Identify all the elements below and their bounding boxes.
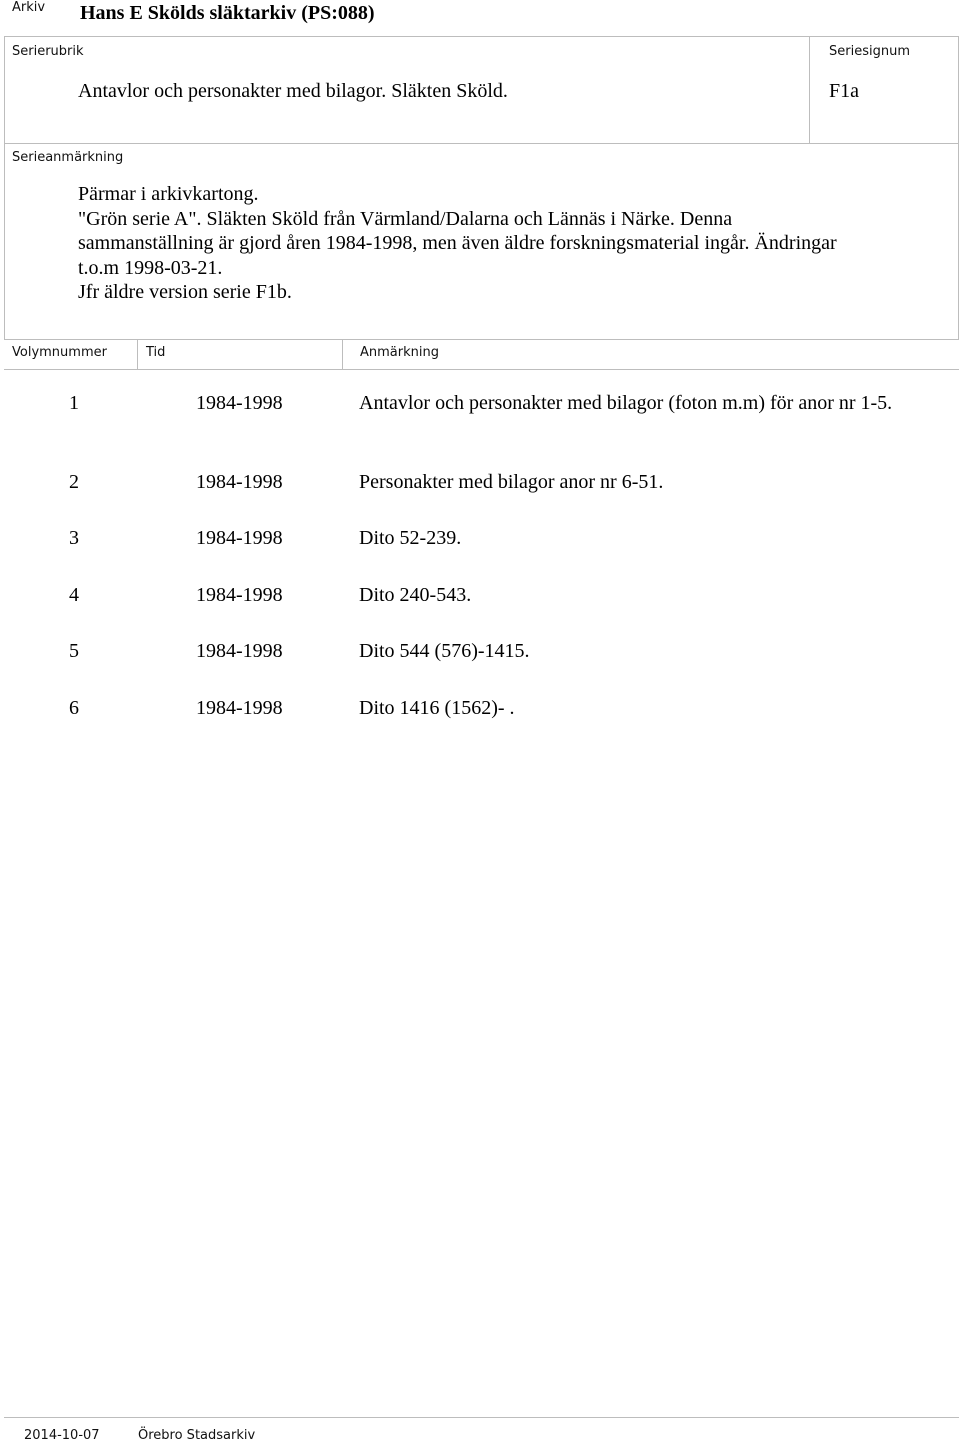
volume-period: 1984-1998 [196,584,283,606]
volume-period: 1984-1998 [196,527,283,549]
footer-organization: Örebro Stadsarkiv [138,1428,256,1443]
volume-number: 1 [69,392,79,414]
volume-note: Dito 52-239. [359,527,462,549]
archive-title: Hans E Skölds släktarkiv (PS:088) [80,2,375,24]
column-divider [342,340,343,370]
volume-period: 1984-1998 [196,640,283,662]
column-divider [137,340,138,370]
volume-note: Dito 240-543. [359,584,472,606]
volume-note: Dito 1416 (1562)- . [359,697,515,719]
volume-note: Antavlor och personakter med bilagor (foton m.m) för anor nr 1-5. [359,392,893,414]
seriesignum-label: Seriesignum [829,44,910,59]
serierubrik-label: Serierubrik [12,44,84,59]
column-header-tid: Tid [146,345,166,360]
column-header-volymnummer: Volymnummer [12,345,107,360]
volume-number: 6 [69,697,79,719]
footer-date: 2014-10-07 [24,1428,100,1443]
volume-number: 5 [69,640,79,662]
column-header-anmarkning: Anmärkning [360,345,439,360]
volume-period: 1984-1998 [196,471,283,493]
volume-number: 4 [69,584,79,606]
volume-note: Dito 544 (576)-1415. [359,640,530,662]
serieanmarkning-line: "Grön serie A". Släkten Sköld från Värmland/Dalarna och Lännäs i Närke. Denna [78,207,733,230]
serierubrik-value: Antavlor och personakter med bilagor. Släkten Sköld. [78,80,508,102]
serieanmarkning-line: Jfr äldre version serie F1b. [78,281,292,304]
serieanmarkning-text [78,182,948,305]
serieanmarkning-line: sammanställning är gjord åren 1984-1998, men även äldre forskningsmaterial ingår. Ändringar [78,232,837,255]
seriesignum-value: F1a [829,80,859,102]
volume-note: Personakter med bilagor anor nr 6-51. [359,471,664,493]
volume-number: 3 [69,527,79,549]
serieanmarkning-label: Serieanmärkning [12,150,124,165]
footer-divider [4,1417,959,1418]
volume-period: 1984-1998 [196,697,283,719]
volume-period: 1984-1998 [196,392,283,414]
serieanmarkning-line: Pärmar i arkivkartong. [78,183,259,205]
volume-number: 2 [69,471,79,493]
arkiv-label: Arkiv [12,0,46,15]
serieanmarkning-line: t.o.m 1998-03-21. [78,256,223,279]
